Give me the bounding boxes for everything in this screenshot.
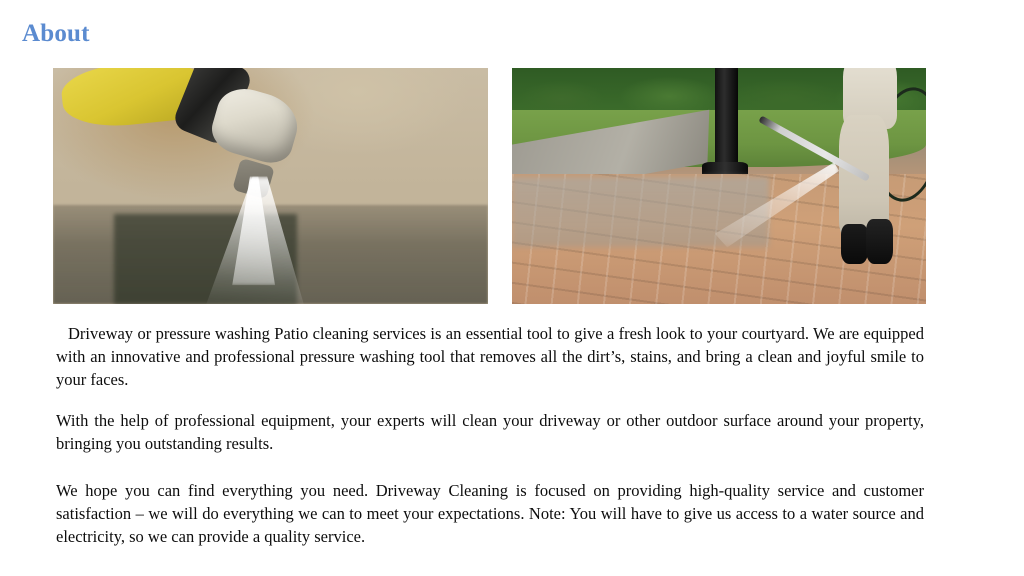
driveway-pressure-washing-photo <box>53 68 488 304</box>
worker-boot-left <box>841 224 868 264</box>
paragraph-1: Driveway or pressure washing Patio cleaning services is an essential tool to give a fresh look to your courtyard. We are equipped with an innovative and professional pressure washing tool that removes all the dirt’s, stains, and bring a clean and joyful smile to your faces. <box>56 324 924 389</box>
patio-pressure-washing-photo <box>512 68 926 304</box>
paragraph-2: With the help of professional equipment, your experts will clean your driveway or other outdoor surface around your property, bringing you outstanding results. <box>56 411 924 453</box>
paragraph-3: We hope you can find everything you need. Driveway Cleaning is focused on providing high-quality service and customer satisfaction – we will do everything we can to meet your expectations. Note: You will have to give us access to a water source and electricity, so we can provide a quality service. <box>56 481 924 546</box>
page-title: About <box>22 20 90 47</box>
lamp-post <box>715 68 738 177</box>
worker-boot-right <box>866 219 893 264</box>
images-row <box>53 68 926 304</box>
body-text <box>56 322 924 548</box>
